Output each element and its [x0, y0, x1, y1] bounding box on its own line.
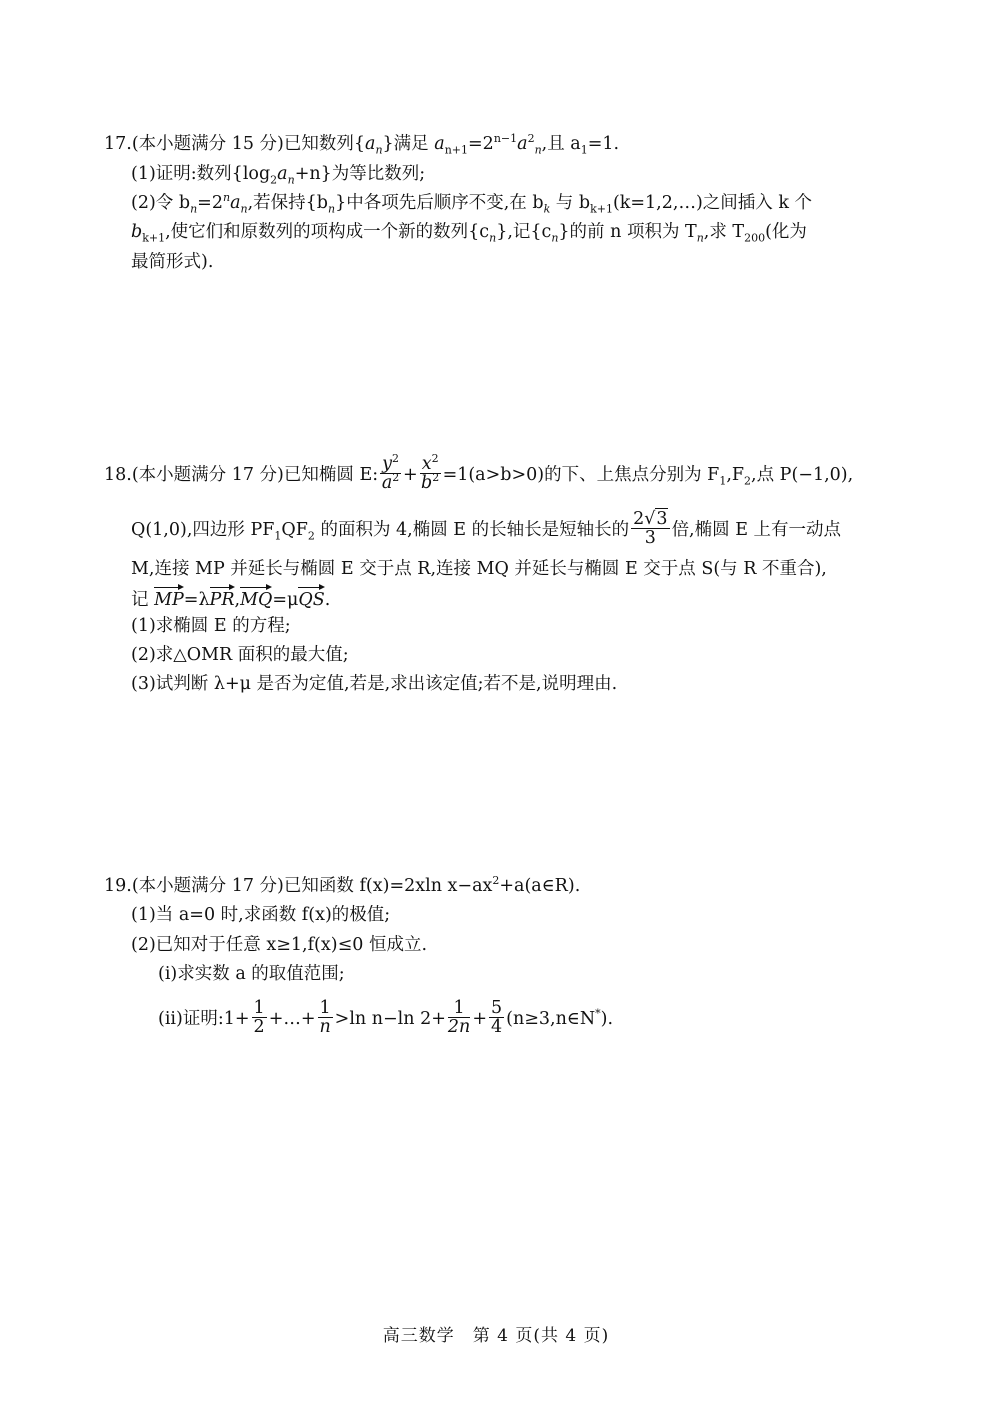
- fraction-1-2n: $\frac{1}{2n}$: [447, 998, 471, 1037]
- q18-part3: (3)试判断 λ+μ 是否为定值,若是,求出该定值;若不是,说明理由.: [131, 674, 618, 694]
- fraction-1-n: $\frac{1}{n}$: [319, 998, 331, 1037]
- q18-part2: (2)求△OMR 面积的最大值;: [131, 645, 349, 665]
- q17-line1: 17.(本小题满分 15 分)已知数列$\{a_n\}$满足 $a_{n+1}=2^{n-1}a^2_n$,且 $a_1=1$.: [104, 132, 620, 157]
- q17-part1: (1)证明:数列$\{\log_2a_n+n\}$为等比数列;: [131, 164, 426, 187]
- q19-part2-ii: (ii)证明:1+ $\frac{1}{2}$ +…+ $\frac{1}{n}$ >ln n−ln 2+ $\frac{1}{2n}$ + $\frac{5}{4}$ (n≥3,n∈N*).: [158, 998, 614, 1037]
- fraction-y2-a2: $\frac{y^2}{a^2}$: [381, 452, 400, 493]
- fraction-x2-b2: $\frac{x^2}{b^2}$: [421, 452, 440, 493]
- q17-part2-line3: 最简形式).: [131, 252, 214, 272]
- page-footer: 高三数学 第 4 页(共 4 页): [382, 1326, 610, 1346]
- fraction-2sqrt3-3: $\frac{2√3}{3}$: [633, 509, 668, 548]
- q18-line2: Q(1,0),四边形 $PF_1QF_2$ 的面积为 4,椭圆 E 的长轴长是短轴长的 $\frac{2√3}{3}$ 倍,椭圆 E 上有一动点: [131, 509, 842, 548]
- fraction-5-4: $\frac{5}{4}$: [491, 998, 503, 1037]
- q18-line1: 18.(本小题满分 17 分)已知椭圆 E: $\frac{y^2}{a^2}$ + $\frac{x^2}{b^2}$ =1(a>b>0)的下、上焦点分别为 $F_1,F_2$,点 P(−1,0),: [104, 452, 854, 493]
- q19-part2: (2)已知对于任意 x≥1,f(x)≤0 恒成立.: [131, 935, 428, 955]
- q19-part2-i: (i)求实数 a 的取值范围;: [158, 964, 345, 984]
- vector-mp: MP: [154, 584, 184, 612]
- q19-part1: (1)当 a=0 时,求函数 f(x)的极值;: [131, 905, 391, 925]
- vector-qs: QS: [298, 584, 324, 612]
- q17-part2-line1: (2)令 $b_n=2^na_n$,若保持$\{b_n\}$中各项先后顺序不变,在 $b_k$ 与 $b_{k+1}(k=1,2,\dots)$之间插入 k 个: [131, 191, 812, 216]
- q18-line4: 记 MP=λPR,MQ=μQS.: [131, 584, 330, 612]
- q19-line1: 19.(本小题满分 17 分)已知函数 f(x)=2xln $x-ax^2+a(a\in R)$.: [104, 874, 581, 896]
- q18-part1: (1)求椭圆 E 的方程;: [131, 616, 291, 636]
- q17-part2-line2: $b_{k+1}$,使它们和原数列的项构成一个新的数列$\{c_n\}$,记$\{c_n\}$的前 n 项积为 $T_n$,求 $T_{200}$(化为: [131, 222, 807, 245]
- fraction-1-2: $\frac{1}{2}$: [253, 998, 265, 1037]
- q18-line3: M,连接 MP 并延长与椭圆 E 交于点 R,连接 MQ 并延长与椭圆 E 交于点 S(与 R 不重合),: [131, 559, 827, 579]
- vector-mq: MQ: [240, 584, 272, 612]
- vector-pr: PR: [210, 584, 235, 612]
